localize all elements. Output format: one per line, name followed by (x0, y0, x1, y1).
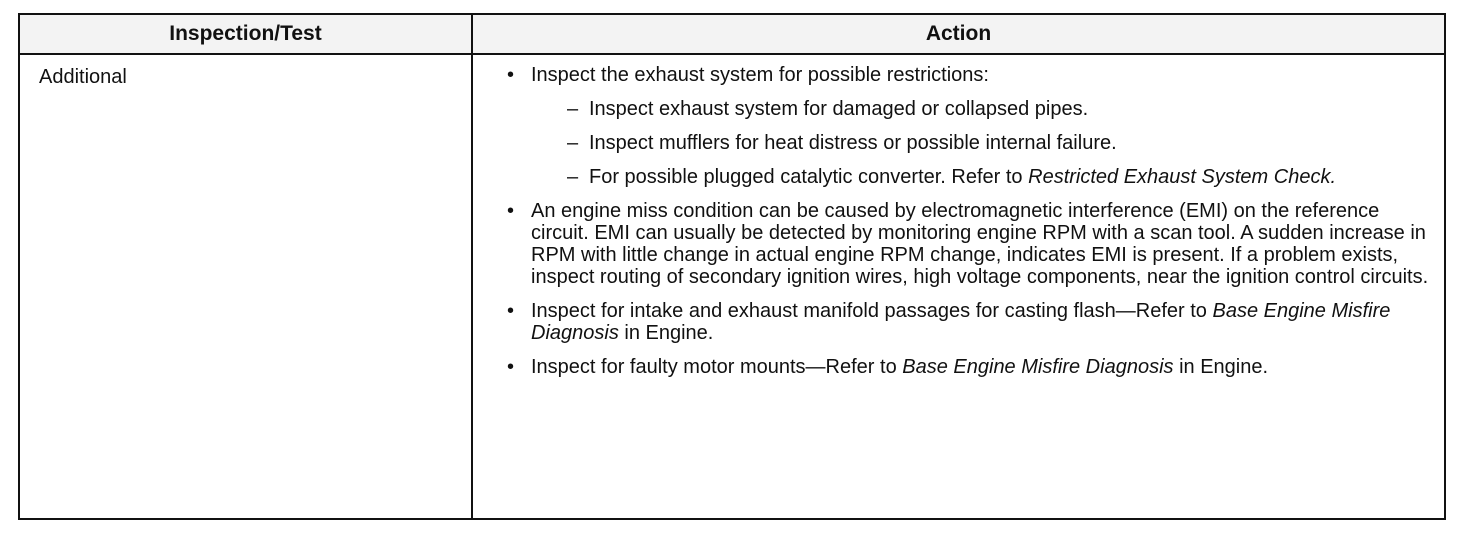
dash-icon: – (567, 166, 579, 188)
subitem-text: For possible plugged catalytic converter. Refer to (589, 166, 1029, 188)
dash-icon: – (567, 132, 579, 154)
header-inspection-test: Inspection/Test (169, 22, 322, 45)
action-text: Inspect for faulty motor mounts—Refer to (531, 356, 903, 378)
action-item (505, 300, 1435, 344)
header-action: Action (925, 22, 992, 45)
action-cell (505, 64, 1435, 390)
action-text-post: in Engine. (1173, 356, 1269, 378)
action-subitem (531, 166, 1435, 188)
dash-icon: – (567, 98, 579, 120)
bullet-icon: • (507, 356, 515, 378)
reference-link[interactable]: Restricted Exhaust System Check. (1028, 166, 1337, 188)
bullet-icon: • (507, 200, 515, 222)
subitem-text: Inspect exhaust system for damaged or collapsed pipes. (589, 98, 1089, 120)
reference-link[interactable]: Base Engine Misfire Diagnosis (531, 300, 1391, 344)
action-text: An engine miss condition can be caused by electromagnetic interference (EMI) on the reference circuit. EMI can usually be detected by monitoring engine RPM with a scan tool. A sudden increase in RPM with little change in actual engine RPM change, indicates EMI is present. If a problem exists, inspect routing of secondary ignition wires, high voltage components, near the ignition control circuits. (531, 200, 1429, 288)
bullet-icon: • (507, 64, 515, 86)
action-text: Inspect the exhaust system for possible restrictions: (531, 64, 989, 86)
action-item (505, 200, 1435, 288)
action-item (505, 64, 1435, 188)
inspection-table (18, 13, 1446, 520)
action-item (505, 356, 1435, 378)
column-divider (471, 15, 473, 518)
table-header-row (20, 15, 1444, 55)
bullet-icon: • (507, 300, 515, 322)
subitem-text: Inspect mufflers for heat distress or possible internal failure. (589, 132, 1117, 154)
action-subitem (531, 132, 1435, 154)
inspection-cell: Additional (39, 66, 127, 88)
action-text: Inspect for intake and exhaust manifold passages for casting flash—Refer to (531, 300, 1213, 322)
reference-link[interactable]: Base Engine Misfire Diagnosis (902, 356, 1174, 378)
action-subitem (531, 98, 1435, 120)
action-text-post: in Engine. (618, 322, 714, 344)
